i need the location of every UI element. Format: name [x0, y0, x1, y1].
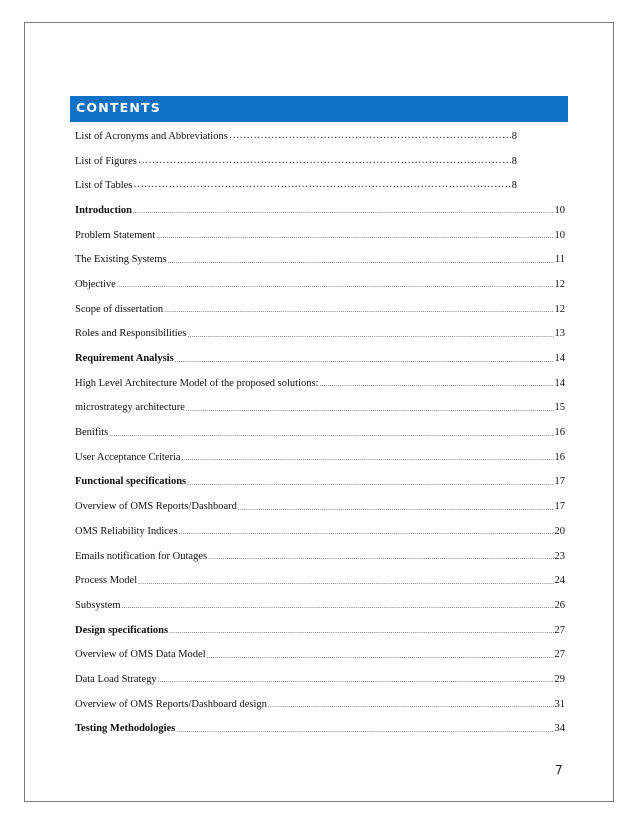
toc-entry-title: Problem Statement	[75, 229, 156, 241]
toc-entry-page: 27	[554, 649, 565, 661]
toc-entry-page: 34	[554, 723, 565, 735]
toc-entry-title: The Existing Systems	[75, 254, 167, 266]
toc-entry-title: Objective	[75, 278, 116, 290]
toc-dot-leader	[156, 232, 553, 240]
toc-dot-leader	[238, 504, 554, 512]
toc-entry-title: Introduction	[75, 204, 132, 216]
toc-entry[interactable]	[75, 470, 565, 495]
toc-dot-leader	[229, 130, 511, 141]
toc-entry[interactable]	[75, 568, 565, 593]
toc-entry[interactable]	[75, 642, 565, 667]
toc-entry-title: Benifits	[75, 427, 109, 439]
toc-entry-page: 10	[554, 204, 565, 216]
toc-entry[interactable]	[75, 124, 517, 149]
contents-header	[70, 96, 568, 122]
toc-entry[interactable]	[75, 593, 565, 618]
toc-entry-title: Overview of OMS Reports/Dashboard design	[75, 698, 267, 710]
toc-entry-page: 14	[554, 353, 565, 365]
toc-dot-leader	[207, 652, 554, 660]
toc-entry-title: User Acceptance Criteria	[75, 451, 181, 463]
toc-dot-leader	[175, 356, 554, 364]
toc-entry-page: 14	[554, 377, 565, 389]
toc-entry-page: 15	[554, 402, 565, 414]
toc-dot-leader	[320, 380, 554, 388]
toc-dot-leader	[109, 430, 553, 438]
toc-dot-leader	[133, 179, 510, 190]
toc-entry-page: 13	[554, 328, 565, 340]
toc-entry-title: Testing Methodologies	[75, 723, 176, 735]
toc-dot-leader	[168, 257, 554, 265]
toc-entry-page: 12	[554, 278, 565, 290]
toc-dot-leader	[117, 281, 554, 289]
toc-entry-title: Scope of dissertation	[75, 303, 164, 315]
toc-entry-title: Design specifications	[75, 624, 169, 636]
toc-entry[interactable]	[75, 247, 565, 272]
toc-entry-title: List of Acronyms and Abbreviations	[75, 130, 228, 142]
toc-entry[interactable]	[75, 494, 565, 519]
toc-entry[interactable]	[75, 519, 565, 544]
toc-dot-leader	[176, 726, 553, 734]
toc-entry-page: 12	[554, 303, 565, 315]
toc-entry[interactable]	[75, 272, 565, 297]
toc-entry-title: Data Load Strategy	[75, 673, 157, 685]
toc-entry-page: 17	[554, 501, 565, 513]
toc-entry-page: 26	[554, 599, 565, 611]
toc-entry-page: 27	[554, 624, 565, 636]
table-of-contents	[75, 124, 565, 741]
toc-entry[interactable]	[75, 371, 565, 396]
toc-dot-leader	[182, 454, 554, 462]
toc-dot-leader	[122, 602, 554, 610]
toc-dot-leader	[133, 207, 554, 215]
toc-entry[interactable]	[75, 692, 565, 717]
toc-entry-page: 8	[511, 130, 517, 142]
toc-entry[interactable]	[75, 717, 565, 742]
toc-entry-title: Functional specifications	[75, 476, 187, 488]
contents-title: CONTENTS	[76, 100, 161, 115]
toc-entry-title: List of Tables	[75, 180, 133, 192]
toc-dot-leader	[169, 627, 553, 635]
toc-entry-title: OMS Reliability Indices	[75, 525, 178, 537]
toc-entry-page: 31	[554, 698, 565, 710]
toc-entry-page: 16	[554, 427, 565, 439]
toc-dot-leader	[208, 553, 553, 561]
toc-entry-page: 20	[554, 525, 565, 537]
toc-entry[interactable]	[75, 198, 565, 223]
toc-entry-title: Roles and Responsibilities	[75, 328, 187, 340]
toc-dot-leader	[186, 405, 554, 413]
toc-entry-title: Process Model	[75, 575, 138, 587]
toc-entry[interactable]	[75, 346, 565, 371]
toc-entry-page: 8	[511, 155, 517, 167]
toc-dot-leader	[268, 701, 554, 709]
toc-entry-title: High Level Architecture Model of the proposed solutions:	[75, 377, 319, 389]
toc-entry-title: Emails notification for Outages	[75, 550, 208, 562]
toc-entry-title: Subsystem	[75, 599, 121, 611]
toc-entry-page: 23	[554, 550, 565, 562]
toc-entry-title: Overview of OMS Data Model	[75, 649, 206, 661]
toc-dot-leader	[164, 306, 553, 314]
toc-entry[interactable]	[75, 149, 517, 174]
toc-entry[interactable]	[75, 223, 565, 248]
toc-entry[interactable]	[75, 297, 565, 322]
toc-entry[interactable]	[75, 420, 565, 445]
toc-entry-page: 10	[554, 229, 565, 241]
toc-entry-title: Overview of OMS Reports/Dashboard	[75, 501, 237, 513]
toc-entry-page: 24	[554, 575, 565, 587]
toc-entry[interactable]	[75, 544, 565, 569]
toc-entry[interactable]	[75, 396, 565, 421]
toc-dot-leader	[187, 479, 553, 487]
toc-entry-title: Requirement Analysis	[75, 353, 174, 365]
toc-entry[interactable]	[75, 667, 565, 692]
toc-entry[interactable]	[75, 322, 565, 347]
toc-dot-leader	[179, 528, 554, 536]
toc-entry-title: microstrategy architecture	[75, 402, 185, 414]
page-number: 7	[555, 763, 563, 777]
toc-entry-title: List of Figures	[75, 155, 137, 167]
toc-entry-page: 11	[554, 254, 565, 266]
toc-dot-leader	[187, 331, 553, 339]
toc-entry[interactable]	[75, 173, 517, 198]
toc-entry-page: 29	[554, 673, 565, 685]
toc-entry-page: 16	[554, 451, 565, 463]
toc-entry[interactable]	[75, 618, 565, 643]
toc-dot-leader	[158, 676, 554, 684]
toc-entry-page: 17	[554, 476, 565, 488]
toc-entry-page: 8	[511, 180, 517, 192]
toc-dot-leader	[138, 578, 553, 586]
toc-dot-leader	[138, 155, 511, 166]
toc-entry[interactable]	[75, 445, 565, 470]
